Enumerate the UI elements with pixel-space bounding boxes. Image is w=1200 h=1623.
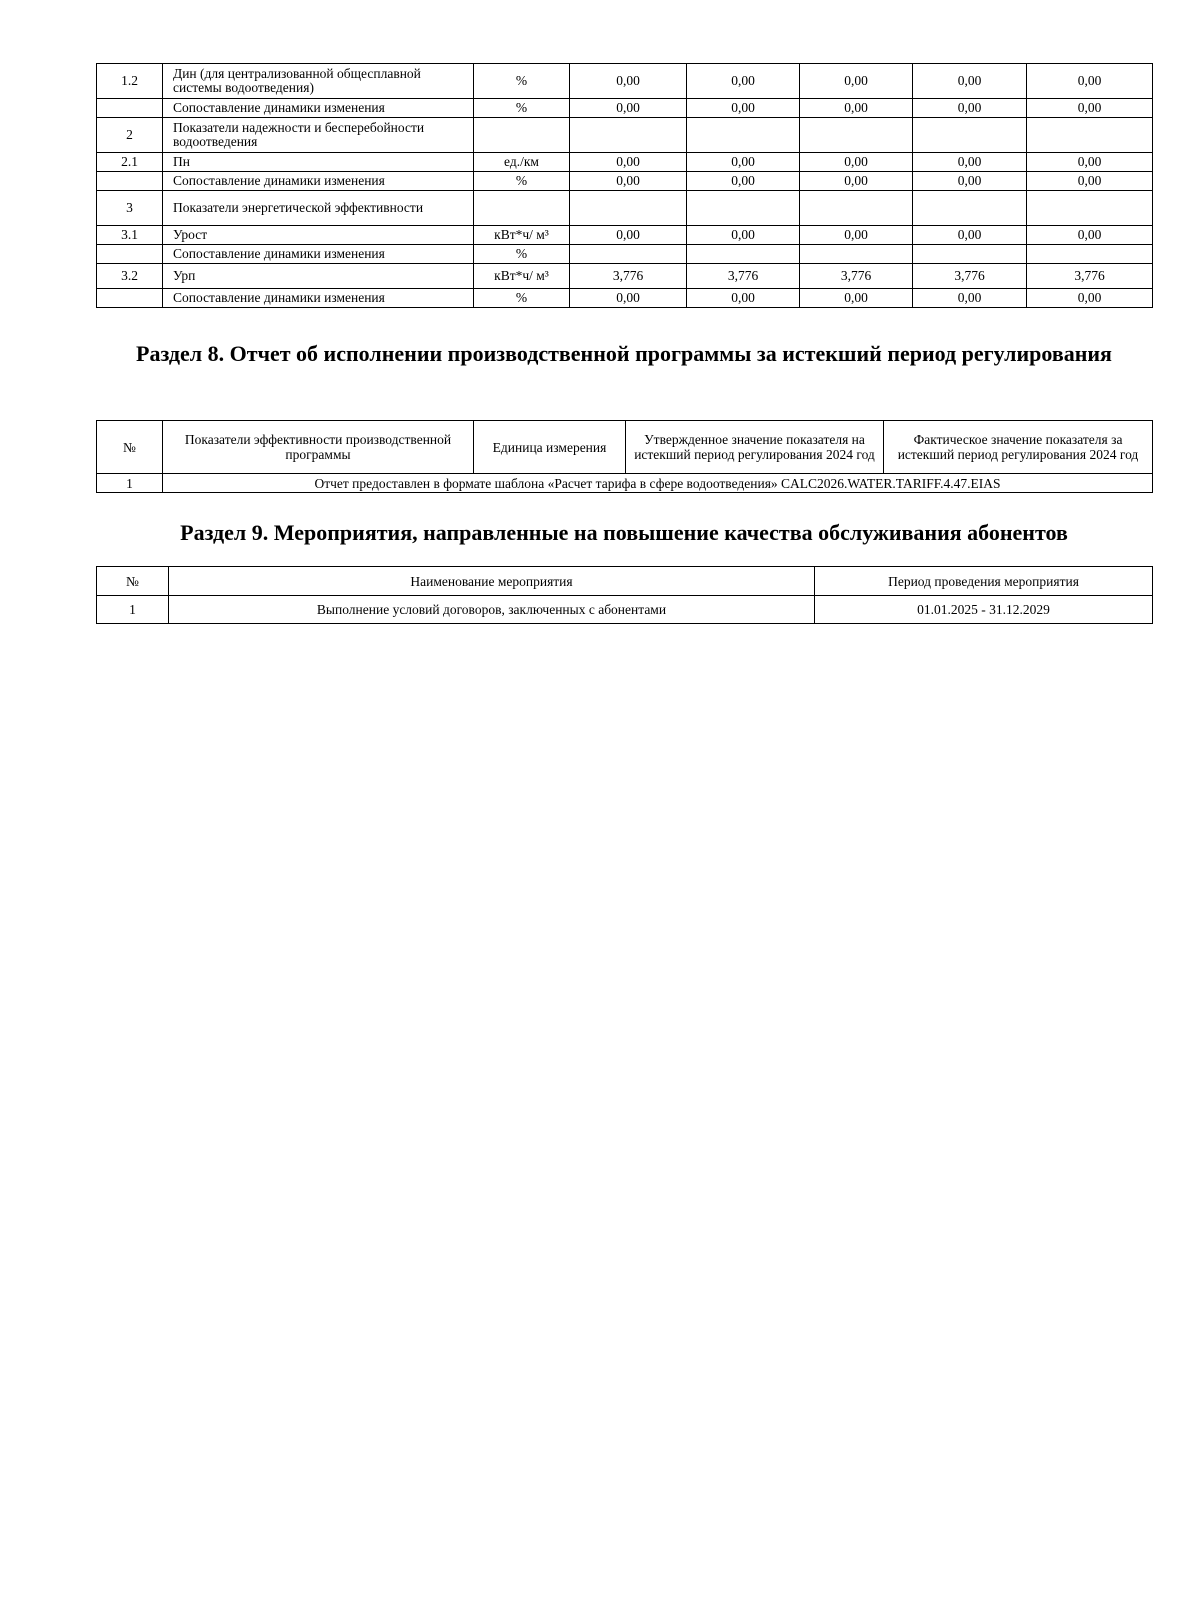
row-value	[687, 191, 800, 226]
row-number: 2	[97, 118, 163, 153]
row-value: 0,00	[1027, 226, 1153, 245]
header-approved: Утвержденное значение показателя на истекший период регулирования 2024 год	[626, 421, 884, 474]
row-unit: %	[474, 245, 570, 264]
row-indicator-name: Сопоставление динамики изменения	[163, 245, 474, 264]
table-row	[97, 99, 1153, 118]
section9-row	[97, 596, 1153, 624]
header-period: Период проведения мероприятия	[815, 567, 1153, 596]
row-value	[800, 245, 913, 264]
row-number: 1.2	[97, 64, 163, 99]
row-value: 0,00	[570, 289, 687, 308]
row-value: 0,00	[687, 153, 800, 172]
table-row	[97, 245, 1153, 264]
row-value: 0,00	[1027, 172, 1153, 191]
table-row	[97, 153, 1153, 172]
row-value: 0,00	[687, 289, 800, 308]
row-text: Отчет предоставлен в формате шаблона «Расчет тарифа в сфере водоотведения» CALC2026.WATER.TARIFF.4.47.EIAS	[163, 474, 1153, 493]
row-value: 0,00	[570, 153, 687, 172]
table-row	[97, 289, 1153, 308]
row-number	[97, 99, 163, 118]
header-num: №	[97, 421, 163, 474]
row-value: 0,00	[1027, 289, 1153, 308]
row-value	[1027, 118, 1153, 153]
row-indicator-name: Урп	[163, 264, 474, 289]
table-row	[97, 172, 1153, 191]
row-num: 1	[97, 474, 163, 493]
section8-title: Раздел 8. Отчет об исполнении производственной программы за истекший период регулирования	[136, 341, 1112, 366]
row-period: 01.01.2025 - 31.12.2029	[815, 596, 1153, 624]
section8-table	[96, 420, 1153, 493]
row-value: 3,776	[570, 264, 687, 289]
row-value: 3,776	[800, 264, 913, 289]
row-number: 2.1	[97, 153, 163, 172]
row-indicator-name: Сопоставление динамики изменения	[163, 99, 474, 118]
row-value: 0,00	[913, 289, 1027, 308]
row-unit: кВт*ч/ м³	[474, 264, 570, 289]
row-value	[1027, 191, 1153, 226]
row-value: 0,00	[800, 226, 913, 245]
row-unit: ед./км	[474, 153, 570, 172]
section9-table	[96, 566, 1153, 624]
row-indicator-name: Показатели энергетической эффективности	[163, 191, 474, 226]
row-indicator-name: Сопоставление динамики изменения	[163, 289, 474, 308]
table-row	[97, 118, 1153, 153]
row-value: 0,00	[800, 172, 913, 191]
row-value	[913, 118, 1027, 153]
row-indicator-name: Пн	[163, 153, 474, 172]
row-value: 0,00	[913, 99, 1027, 118]
row-value: 3,776	[913, 264, 1027, 289]
row-value: 0,00	[800, 99, 913, 118]
section9-title: Раздел 9. Мероприятия, направленные на повышение качества обслуживания абонентов	[180, 520, 1068, 545]
row-indicator-name: Сопоставление динамики изменения	[163, 172, 474, 191]
row-value: 0,00	[800, 64, 913, 99]
row-value: 0,00	[687, 64, 800, 99]
row-unit: кВт*ч/ м³	[474, 226, 570, 245]
indicators-table-body	[97, 64, 1153, 308]
row-value: 0,00	[1027, 99, 1153, 118]
row-value	[913, 245, 1027, 264]
header-name: Наименование мероприятия	[169, 567, 815, 596]
header-indicators: Показатели эффективности производственной программы	[163, 421, 474, 474]
row-num: 1	[97, 596, 169, 624]
row-value: 0,00	[913, 226, 1027, 245]
table-row	[97, 264, 1153, 289]
row-number	[97, 245, 163, 264]
row-value: 0,00	[570, 226, 687, 245]
header-unit: Единица измерения	[474, 421, 626, 474]
row-value: 0,00	[913, 64, 1027, 99]
row-value	[800, 191, 913, 226]
row-value	[1027, 245, 1153, 264]
section8-header-row	[97, 421, 1153, 474]
row-value: 0,00	[1027, 153, 1153, 172]
row-value	[687, 245, 800, 264]
table-row	[97, 64, 1153, 99]
row-unit: %	[474, 172, 570, 191]
row-value: 3,776	[1027, 264, 1153, 289]
row-value: 0,00	[570, 172, 687, 191]
row-value	[687, 118, 800, 153]
table-row	[97, 191, 1153, 226]
row-value: 0,00	[570, 99, 687, 118]
table-row	[97, 226, 1153, 245]
section8-row	[97, 474, 1153, 493]
section9-header-row	[97, 567, 1153, 596]
row-value: 0,00	[687, 226, 800, 245]
row-value	[570, 118, 687, 153]
row-number: 3.2	[97, 264, 163, 289]
row-indicator-name: Урост	[163, 226, 474, 245]
row-indicator-name: Показатели надежности и бесперебойности водоотведения	[163, 118, 474, 153]
header-num: №	[97, 567, 169, 596]
row-value	[570, 191, 687, 226]
indicators-table	[96, 63, 1153, 308]
row-unit: %	[474, 289, 570, 308]
header-actual: Фактическое значение показателя за истекший период регулирования 2024 год	[884, 421, 1153, 474]
row-value: 0,00	[1027, 64, 1153, 99]
row-value: 0,00	[913, 153, 1027, 172]
row-value	[570, 245, 687, 264]
row-value: 3,776	[687, 264, 800, 289]
row-value: 0,00	[687, 99, 800, 118]
row-unit: %	[474, 64, 570, 99]
row-indicator-name: Дин (для централизованной общесплавной системы водоотведения)	[163, 64, 474, 99]
row-value	[800, 118, 913, 153]
row-name: Выполнение условий договоров, заключенных с абонентами	[169, 596, 815, 624]
row-unit	[474, 118, 570, 153]
row-number: 3	[97, 191, 163, 226]
row-number	[97, 172, 163, 191]
row-number	[97, 289, 163, 308]
row-value: 0,00	[687, 172, 800, 191]
row-value: 0,00	[913, 172, 1027, 191]
row-value: 0,00	[800, 289, 913, 308]
row-value: 0,00	[570, 64, 687, 99]
row-number: 3.1	[97, 226, 163, 245]
row-unit	[474, 191, 570, 226]
row-unit: %	[474, 99, 570, 118]
row-value	[913, 191, 1027, 226]
row-value: 0,00	[800, 153, 913, 172]
